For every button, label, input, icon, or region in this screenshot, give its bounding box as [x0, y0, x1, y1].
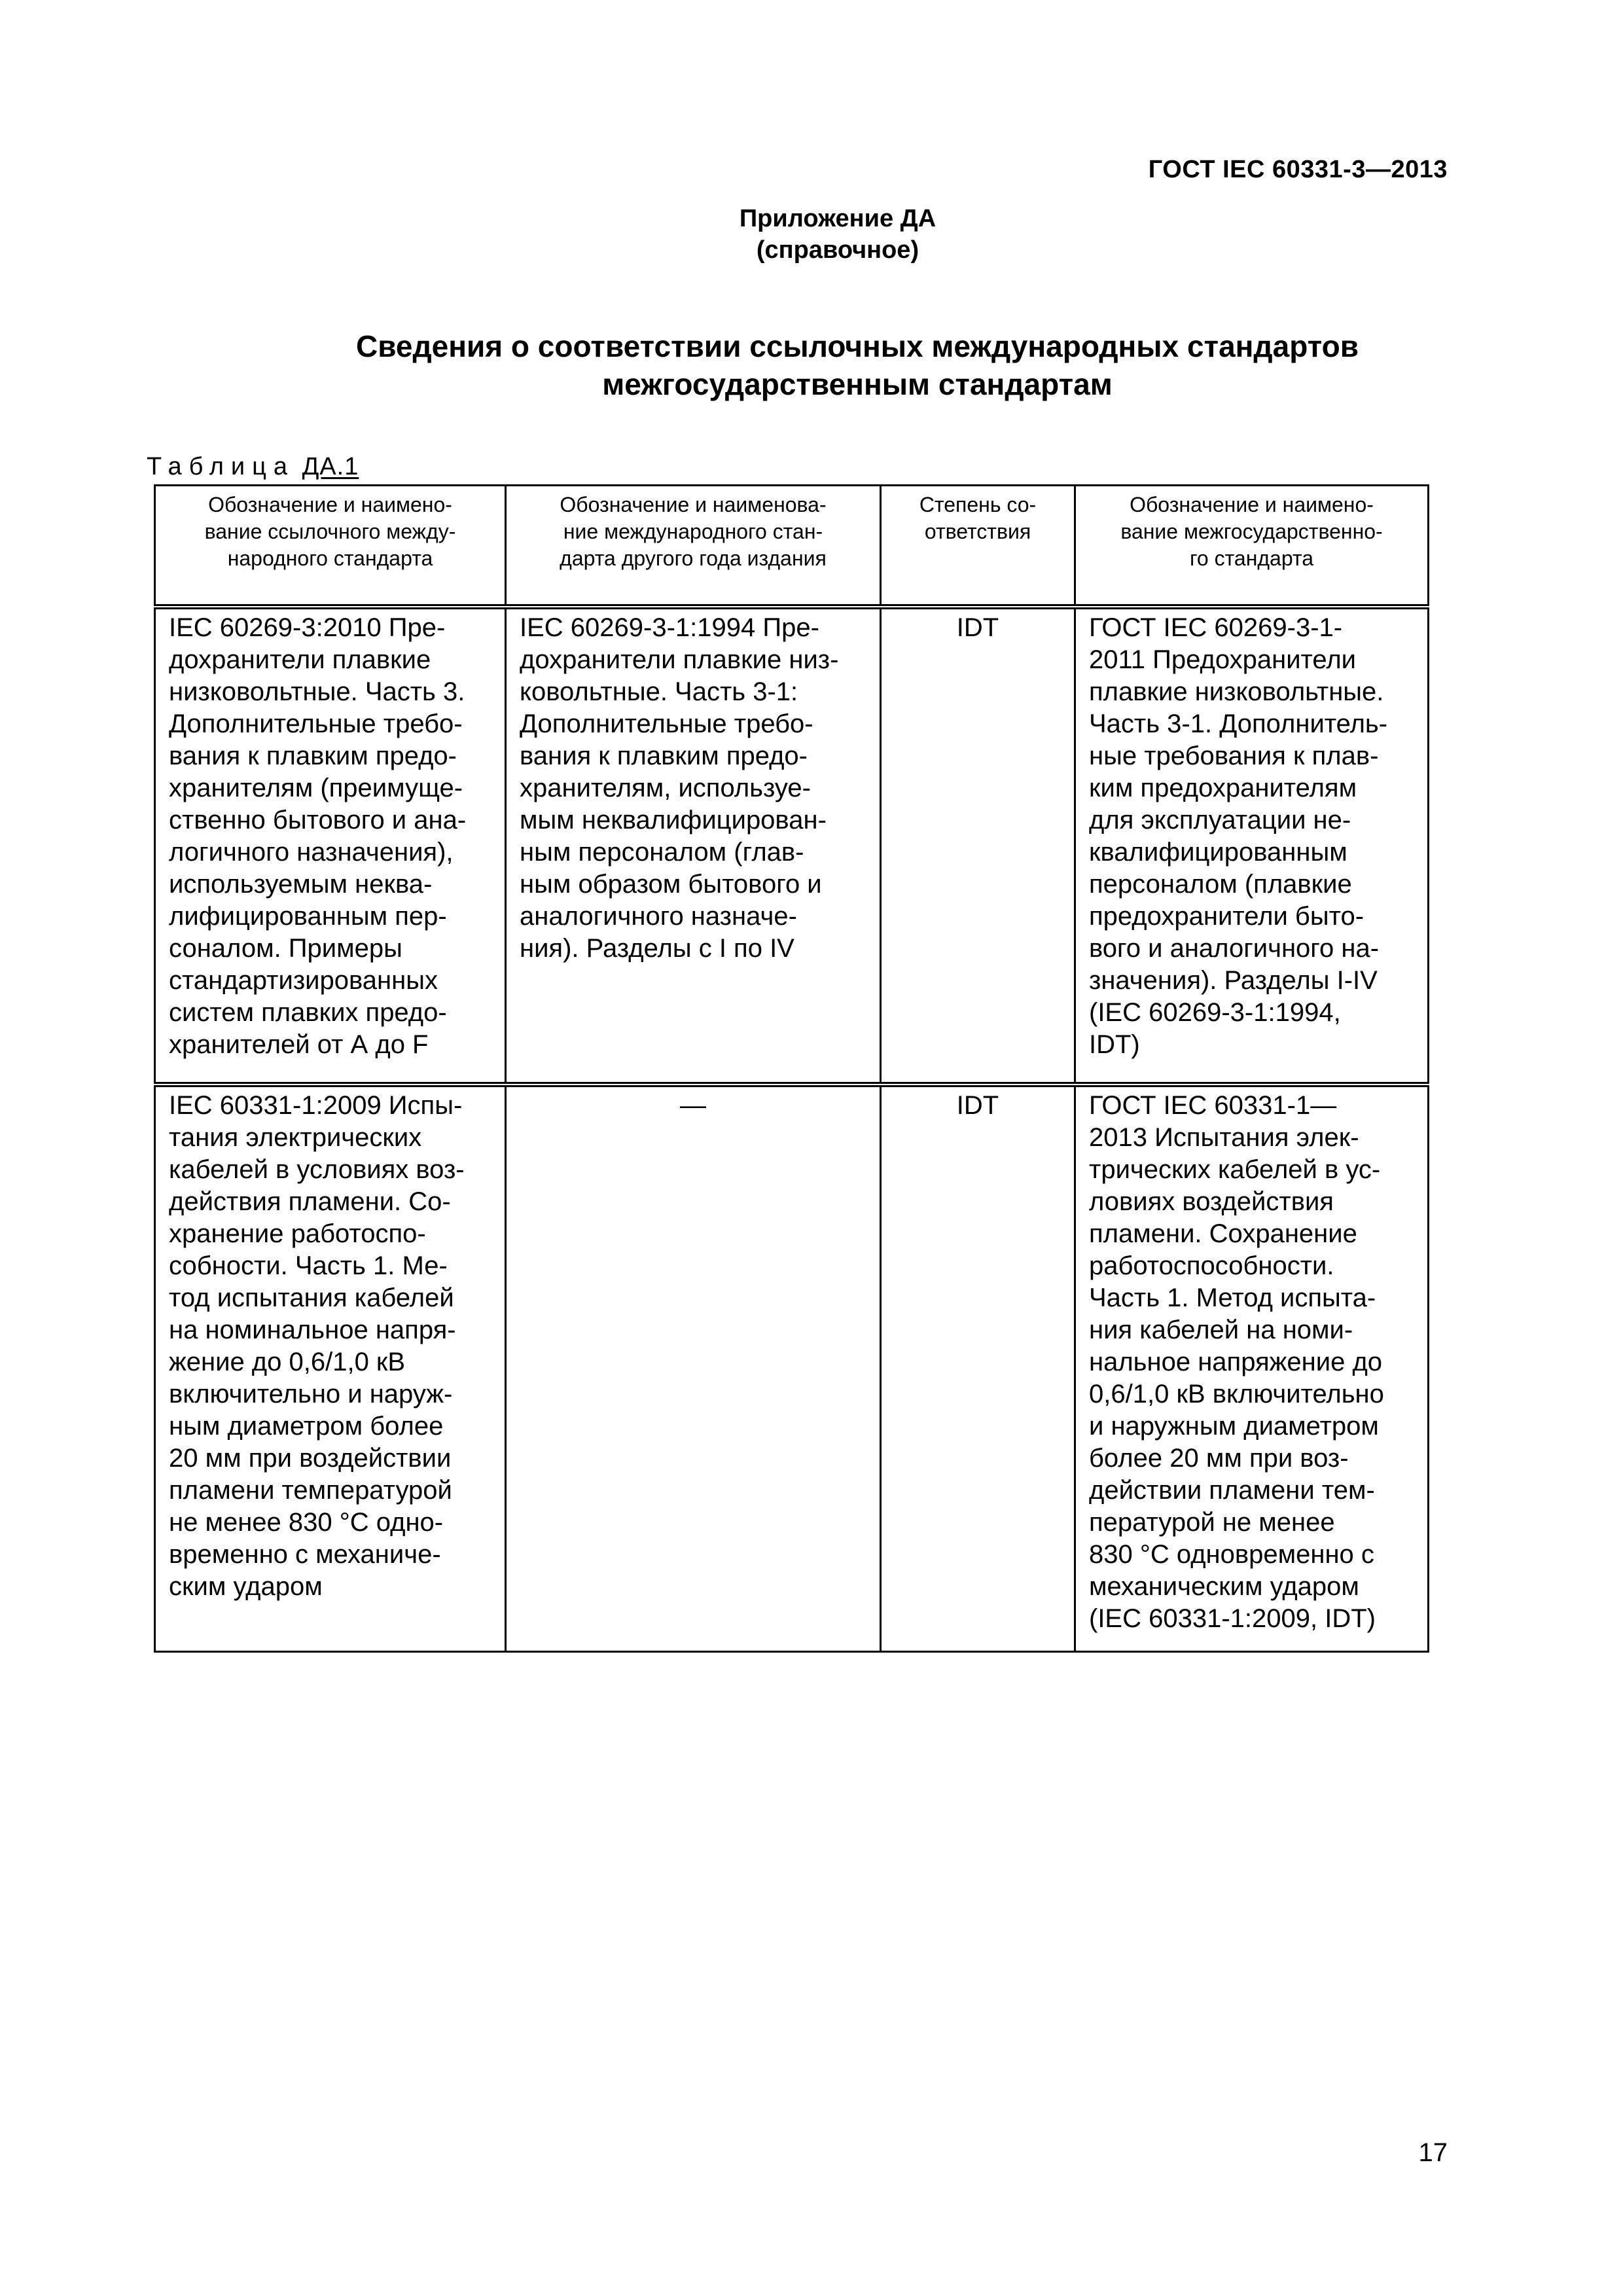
table-header-row — [155, 486, 1429, 607]
appendix-heading — [0, 203, 1623, 266]
cell-interstate: ГОСТ IEC 60331-1— 2013 Испытания элек- трических кабелей в ус- ловиях воздействия пламени. Сохранение работоспособности. Часть 1. Метод испыта- ния кабелей на номи- нальное напряжение до 0,6/1,0 кВ включительно и наружным диаметром более 20 мм при воз- действии пламени тем- пературой не менее 830 °С одновременно с механическим ударом (IEC 60331-1:2009, IDT) — [1075, 1085, 1429, 1652]
correspondence-table — [154, 484, 1429, 1653]
cell-ref-standard: IEC 60331-1:2009 Испы- тания электрических кабелей в условиях воз- действия пламени. Со- хранение работоспо- собности. Часть 1. Ме- тод испытания кабелей на номинальное напря- жение до 0,6/1,0 кВ включительно и наруж- ным диаметром более 20 мм при воздействии пламени температурой не менее 830 °С одно- временно с механиче- ским ударом — [155, 1085, 506, 1652]
cell-ref-standard: IEC 60269-3:2010 Пре- дохранители плавкие низковольтные. Часть 3. Дополнительные требо- вания к плавким предо- хранителям (преимуще- ственно бытового и ана- логичного назначения), используемым неква- лифицированным пер- соналом. Примеры стандартизированных систем плавких предо- хранителей от А до F — [155, 607, 506, 1085]
cell-other-edition: — — [506, 1085, 881, 1652]
appendix-title: Приложение ДА — [739, 205, 936, 232]
document-code: ГОСТ IEC 60331-3—2013 — [1148, 156, 1448, 183]
header-interstate: Обозначение и наимено- вание межгосударственно- го стандарта — [1075, 486, 1429, 607]
header-ref-standard: Обозначение и наимено- вание ссылочного между- народного стандарта — [155, 486, 506, 607]
main-title — [0, 327, 1623, 403]
cell-degree: IDT — [881, 607, 1075, 1085]
header-other-edition: Обозначение и наименова- ние международного стан- дарта другого года издания — [506, 486, 881, 607]
table-row — [155, 607, 1429, 1085]
main-title-line-1: Сведения о соответствии ссылочных международных стандартов — [355, 329, 1359, 363]
cell-degree: IDT — [881, 1085, 1075, 1652]
header-degree: Степень со- ответствия — [881, 486, 1075, 607]
table-label-number: ДА.1 — [302, 453, 359, 480]
table-label-word: Таблица — [147, 453, 294, 480]
cell-interstate: ГОСТ IEC 60269-3-1- 2011 Предохранители плавкие низковольтные. Часть 3-1. Дополнитель- ные требования к плав- ким предохранителям для эксплуатации не- квалифицированным персоналом (плавкие предохранители быто- вого и аналогичного на- значения). Разделы I-IV (IEC 60269-3-1:1994, IDT) — [1075, 607, 1429, 1085]
table-row — [155, 1085, 1429, 1652]
page-number: 17 — [1418, 2138, 1448, 2167]
appendix-subtitle: (справочное) — [756, 236, 919, 264]
cell-other-edition: IEC 60269-3-1:1994 Пре- дохранители плавкие низ- ковольтные. Часть 3-1: Дополнительные требо- вания к плавким предо- хранителям, используе- мым неквалифицирован- ным персоналом (глав- ным образом бытового и аналогичного назначе- ния). Разделы с I по IV — [506, 607, 881, 1085]
main-title-line-2: межгосударственным стандартам — [602, 367, 1113, 401]
table-label — [147, 453, 359, 481]
